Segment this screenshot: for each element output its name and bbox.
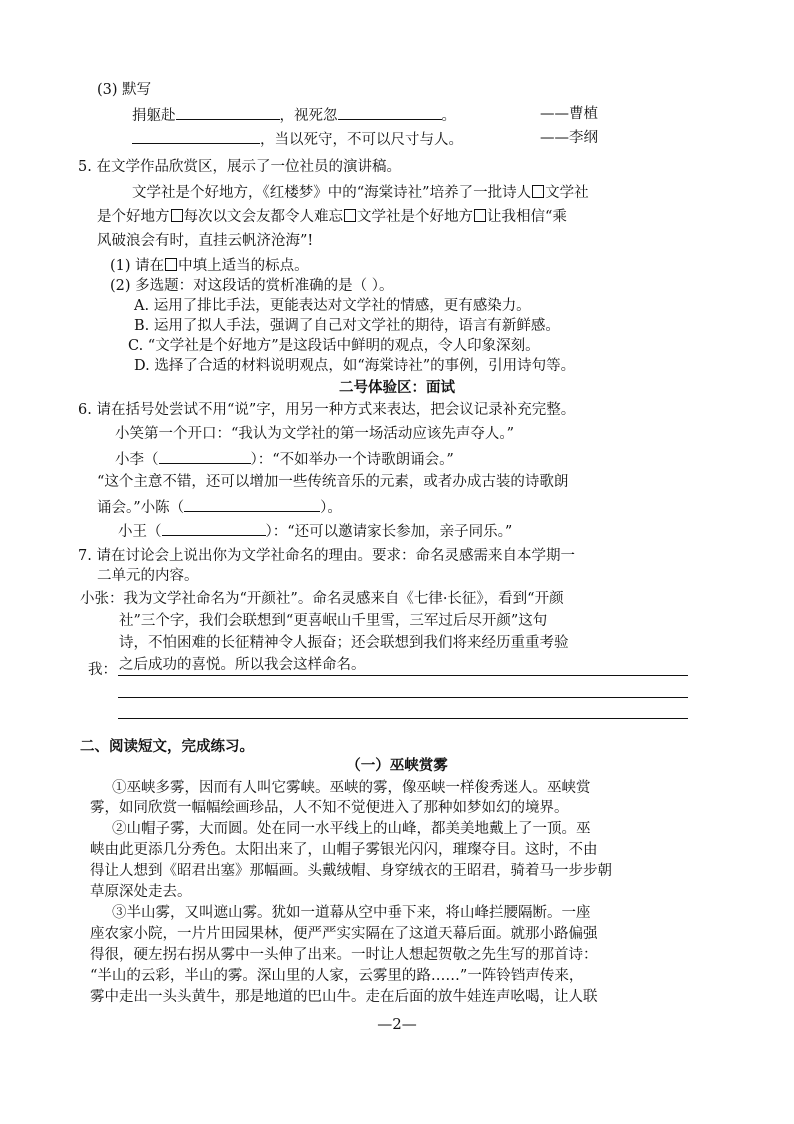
speech-text: 让我相信“乘 [487, 209, 567, 225]
q4-3-line1-mid: ，视死忽 [279, 108, 338, 124]
q4-3-line2-text: ，当以死守，不可以尺寸与人。 [260, 132, 463, 148]
para1-line: 雾，如同欣赏一幅幅绘画珍品，人不知不觉便进入了那种如梦如幻的境界。 [90, 800, 569, 816]
q7-stem-1: 7. 请在讨论会上说出你为文学社命名的理由。要求：命名灵感需来自本学期一 [78, 548, 575, 564]
q7-example-4: 之后成功的喜悦。所以我会这样命名。 [119, 657, 366, 673]
para3-line: 得很，硬左拐右拐从雾中一头伸了出来。一时让人想起贺敬之先生写的那首诗： [90, 947, 598, 963]
speech-text: 文学社是个好地方 [357, 209, 473, 225]
punctuation-box[interactable] [532, 185, 544, 198]
sub1-text: (1) 请在 [110, 258, 165, 274]
punctuation-box[interactable] [171, 209, 183, 222]
answer-line[interactable] [118, 718, 688, 719]
para2-line: 草原深处走去。 [90, 884, 192, 900]
para2-line: ②山帽子雾，大而圆。处在同一水平线上的山峰，都美美地戴上了一顶。巫 [112, 821, 591, 837]
q6-line5 [118, 520, 512, 542]
q4-3-label: (3) 默写 [97, 82, 152, 98]
para1-line: ①巫峡多雾，因而有人叫它雾峡。巫峡的雾，像巫峡一样俊秀迷人。巫峡赏 [112, 780, 591, 796]
section-title: 二号体验区：面试 [339, 379, 455, 396]
sub1-text: 中填上适当的标点。 [178, 258, 309, 274]
passage-title: （一）巫峡赏雾 [346, 757, 448, 774]
quote: ）：“不如举办一个诗歌朗诵会。” [250, 452, 454, 468]
part2-heading: 二、阅读短文，完成练习。 [80, 738, 254, 755]
q7-example-2: 社”三个字，我们会联想到“更喜岷山千里雪，三军过后尽开颜”这句 [119, 613, 548, 629]
blank-input[interactable] [184, 496, 320, 512]
q5-sub1 [110, 256, 309, 276]
page-number: —2— [377, 1015, 417, 1033]
q7-me-label: 我： [88, 662, 117, 678]
speech-text: 是个好地方 [97, 209, 170, 225]
q5-option-a[interactable]: A. 运用了排比手法，更能表达对文学社的情感，更有感染力。 [134, 298, 531, 314]
q6-line2 [115, 448, 454, 470]
q6-line4 [97, 496, 342, 518]
q5-option-c[interactable]: C. “文学社是个好地方”是这段话中鲜明的观点，令人印象深刻。 [128, 338, 540, 354]
speaker: 小王（ [118, 524, 162, 540]
box-icon [165, 258, 177, 271]
speaker: 诵会。”小陈（ [97, 500, 185, 516]
q5-sub2: (2) 多选题：对这段话的赏析准确的是（ ）。 [110, 278, 394, 294]
q4-3-author1: ——曹植 [540, 106, 598, 122]
q7-example-3: 诗，不怕困难的长征精神令人振奋；还会联想到我们将来经历重重考验 [119, 635, 569, 651]
blank-input[interactable] [338, 104, 442, 120]
q5-option-b[interactable]: B. 运用了拟人手法，强调了自己对文学社的期待，语言有新鲜感。 [134, 318, 560, 334]
blank-input[interactable] [132, 128, 260, 144]
answer-line[interactable] [118, 675, 688, 676]
speech-text: 文学社是个好地方，《红楼梦》中的“海棠诗社”培养了一批诗人 [132, 185, 532, 201]
para3-line: 座农家小院，一片片田园果林，便严严实实隔在了这道天幕后面。就那小路偏强 [90, 926, 598, 942]
blank-input[interactable] [162, 520, 266, 536]
q6-stem: 6. 请在括号处尝试不用“说”字，用另一种方式来表达，把会议记录补充完整。 [78, 402, 576, 418]
punctuation-box[interactable] [344, 209, 356, 222]
q6-line1: 小笑第一个开口：“我认为文学社的第一场活动应该先声夺人。” [115, 426, 515, 442]
para3-line: “半山的云彩，半山的雾。深山里的人家，云雾里的路……”一阵铃铛声传来， [90, 968, 584, 984]
q5-speech-line3: 风破浪会有时，直挂云帆济沧海”! [97, 233, 314, 249]
q5-stem: 5. 在文学作品欣赏区，展示了一位社员的演讲稿。 [78, 159, 401, 175]
speaker: 小李（ [115, 452, 159, 468]
para2-line: 峡由此更添几分秀色。太阳出来了，山帽子雾银光闪闪，璀璨夺目。这时，不由 [90, 842, 598, 858]
q5-speech-line2 [97, 207, 567, 227]
q5-speech-line1 [132, 183, 589, 203]
para3-line: ③半山雾，又叫遮山雾。犹如一道幕从空中垂下来，将山峰拦腰隔断。一座 [112, 905, 591, 921]
punctuation-box[interactable] [474, 209, 486, 222]
q4-3-line1-pre: 捐躯赴 [132, 108, 176, 124]
answer-line[interactable] [118, 697, 688, 698]
q6-line3: “这个主意不错，还可以增加一些传统音乐的元素，或者办成古装的诗歌朗 [97, 474, 569, 490]
q7-example-1: 小张：我为文学社命名为“开颜社”。命名灵感来自《七律·长征》，看到“开颜 [80, 591, 564, 607]
q4-3-line1-end: 。 [441, 108, 456, 124]
q4-3-line2 [132, 128, 463, 150]
quote: ）：“还可以邀请家长参加，亲子同乐。” [265, 524, 513, 540]
para2-line: 得让人想到《昭君出塞》那幅画。头戴绒帽、身穿绒衣的王昭君，骑着马一步步朝 [90, 863, 612, 879]
quote: ）。 [320, 500, 342, 516]
q5-option-d[interactable]: D. 选择了合适的材料说明观点，如“海棠诗社”的事例，引用诗句等。 [134, 358, 576, 374]
blank-input[interactable] [159, 448, 251, 464]
speech-text: 文学社 [545, 185, 589, 201]
blank-input[interactable] [176, 104, 280, 120]
q4-3-line1 [132, 104, 456, 126]
para3-line: 雾中走出一头头黄牛，那是地道的巴山牛。走在后面的放牛娃连声吆喝，让人联 [90, 989, 598, 1005]
q7-stem-2: 二单元的内容。 [97, 568, 199, 584]
q4-3-author2: ——李纲 [540, 130, 598, 146]
speech-text: 每次以文会友都令人难忘 [183, 209, 343, 225]
